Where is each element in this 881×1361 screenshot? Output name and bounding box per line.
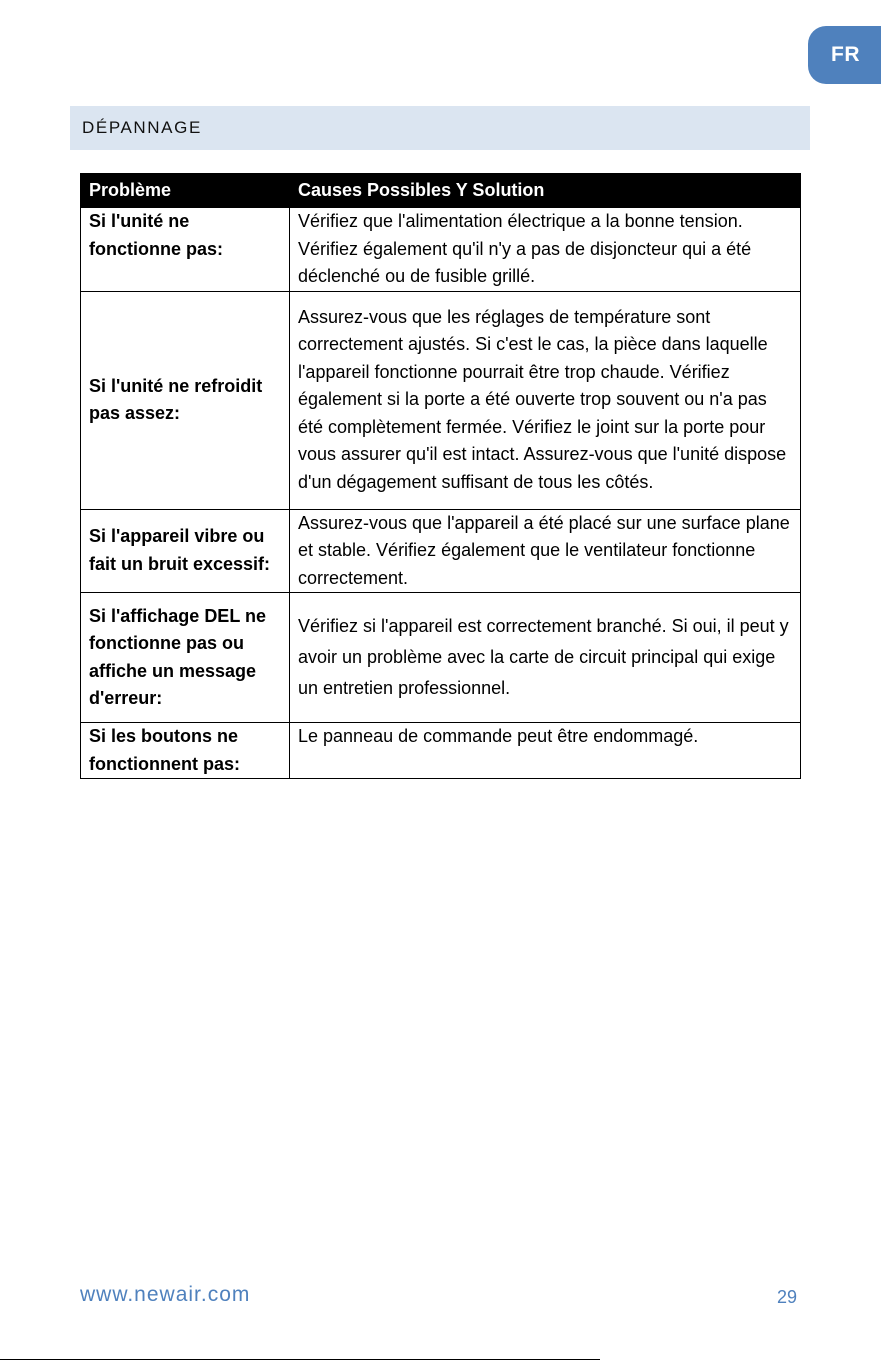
- header-solution: Causes Possibles Y Solution: [290, 174, 801, 208]
- solution-cell: Le panneau de commande peut être endommagé.: [290, 723, 801, 779]
- section-title: DÉPANNAGE: [82, 118, 202, 137]
- table-row: [81, 208, 801, 292]
- table-row: [81, 593, 801, 723]
- header-problem: Problème: [81, 174, 290, 208]
- table-row: [81, 291, 801, 509]
- table-header-row: [81, 174, 801, 208]
- solution-cell: Vérifiez si l'appareil est correctement branché. Si oui, il peut y avoir un problème avec la carte de circuit principal qui exige un entretien professionnel.: [290, 593, 801, 723]
- table-row: [81, 509, 801, 593]
- problem-cell: Si les boutons ne fonctionnent pas:: [81, 723, 290, 779]
- page-number: 29: [777, 1287, 798, 1307]
- language-badge-label: FR: [831, 43, 860, 66]
- troubleshooting-table: [80, 173, 801, 779]
- solution-cell: Assurez-vous que l'appareil a été placé sur une surface plane et stable. Vérifiez également que le ventilateur fonctionne correctement.: [290, 509, 801, 593]
- problem-cell: Si l'unité ne refroidit pas assez:: [81, 291, 290, 509]
- problem-cell: Si l'appareil vibre ou fait un bruit excessif:: [81, 509, 290, 593]
- section-header: [70, 106, 810, 150]
- footer-website-link[interactable]: www.newair.com: [80, 1283, 251, 1306]
- problem-cell: Si l'unité ne fonctionne pas:: [81, 208, 290, 292]
- solution-cell: Assurez-vous que les réglages de température sont correctement ajustés. Si c'est le cas, la pièce dans laquelle l'appareil fonctionne pourrait être trop chaude. Vérifiez également si la porte a été ouverte trop souvent ou n'a pas été complètement fermée. Vérifiez le joint sur la porte pour vous assurer qu'il est intact. Assurez-vous que l'unité dispose d'un dégagement suffisant de tous les côtés.: [290, 291, 801, 509]
- solution-cell: Vérifiez que l'alimentation électrique a la bonne tension. Vérifiez également qu'il n'y a pas de disjoncteur qui a été déclenché ou de fusible grillé.: [290, 208, 801, 292]
- language-badge: [808, 26, 881, 84]
- problem-cell: Si l'affichage DEL ne fonctionne pas ou affiche un message d'erreur:: [81, 593, 290, 723]
- table-row: [81, 723, 801, 779]
- bottom-divider: [0, 1359, 600, 1360]
